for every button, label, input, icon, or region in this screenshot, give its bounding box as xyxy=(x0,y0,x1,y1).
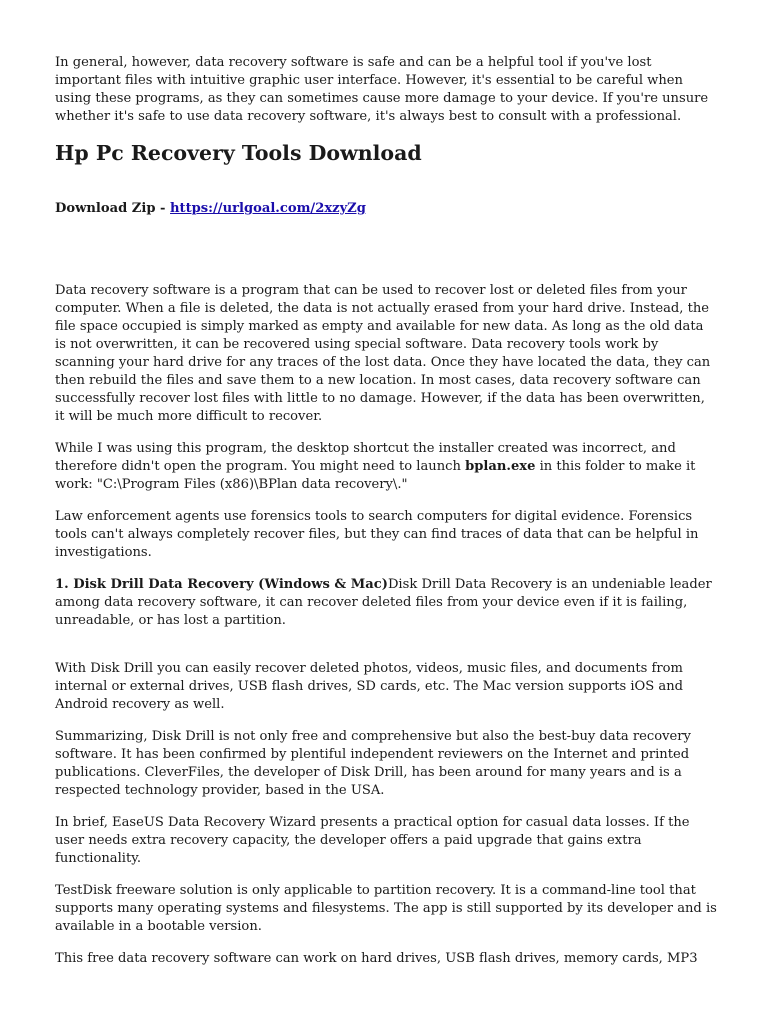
download-line xyxy=(55,200,717,218)
intro-paragraph: In general, however, data recovery software is safe and can be a helpful tool if you've lost important files with intuitive graphic user interface. However, it's essential to be careful when using these programs, as they can sometimes cause more damage to your device. If you're unsure whether it's safe to use data recovery software, it's always best to consult with a professional. xyxy=(55,55,709,124)
download-label: Download Zip - xyxy=(55,201,171,216)
disk-drill-text: Disk Drill Data Recovery is an undeniable leader among data recovery software, it can recover deleted files from your device even if it is failing, unreadable, or has lost a partition. xyxy=(55,577,712,628)
paragraph-disk-drill-heading xyxy=(55,576,717,630)
paragraph-easeus: In brief, EaseUS Data Recovery Wizard presents a practical option for casual data losses. If the user needs extra recovery capacity, the developer offers a paid upgrade that gains extra functionality. xyxy=(55,815,690,866)
paragraph-testdisk: TestDisk freeware solution is only applicable to partition recovery. It is a command-line tool that supports many operating systems and filesystems. The app is still supported by its developer and is available in a bootable version. xyxy=(55,883,717,934)
download-link[interactable]: https://urlgoal.com/2xzyZg xyxy=(170,201,366,216)
shortcut-text-after: in this folder to make it work: "C:\Program Files (x86)\BPlan data recovery\." xyxy=(55,459,696,492)
paragraph-summary: Summarizing, Disk Drill is not only free and comprehensive but also the best-buy data recovery software. It has been confirmed by plentiful independent reviewers on the Internet and printed publications. CleverFiles, the developer of Disk Drill, has been around for many years and is a respected technology provider, based in the USA. xyxy=(55,729,691,798)
paragraph-free-software: This free data recovery software can work on hard drives, USB flash drives, memory cards, MP3 xyxy=(55,951,698,966)
page-title: Hp Pc Recovery Tools Download xyxy=(55,141,422,165)
paragraph-data-recovery-definition: Data recovery software is a program that can be used to recover lost or deleted files from your computer. When a file is deleted, the data is not actually erased from your hard drive. Instead, the file space occupied is simply marked as empty and available for new data. As long as the old data is not overwritten, it can be recovered using special software. Data recovery tools work by scanning your hard drive for any traces of the lost data. Once they have located the data, they can then rebuild the files and save them to a new location. In most cases, data recovery software can successfully recover lost files with little to no damage. However, if the data has been overwritten, it will be much more difficult to recover. xyxy=(55,283,711,424)
paragraph-disk-drill-features: With Disk Drill you can easily recover deleted photos, videos, music files, and documents from internal or external drives, USB flash drives, SD cards, etc. The Mac version supports iOS and Android recovery as well. xyxy=(55,661,684,712)
document-page xyxy=(55,54,717,982)
paragraph-forensics: Law enforcement agents use forensics tools to search computers for digital evidence. Forensics tools can't always completely recover files, but they can find traces of data that can be helpful in investigations. xyxy=(55,509,699,560)
shortcut-text-before: While I was using this program, the desktop shortcut the installer created was incorrect, and therefore didn't open the program. You might need to launch xyxy=(55,441,676,474)
paragraph-shortcut-note xyxy=(55,440,717,494)
exe-name: bplan.exe xyxy=(465,459,536,474)
disk-drill-title: 1. Disk Drill Data Recovery (Windows & Mac) xyxy=(55,577,388,592)
